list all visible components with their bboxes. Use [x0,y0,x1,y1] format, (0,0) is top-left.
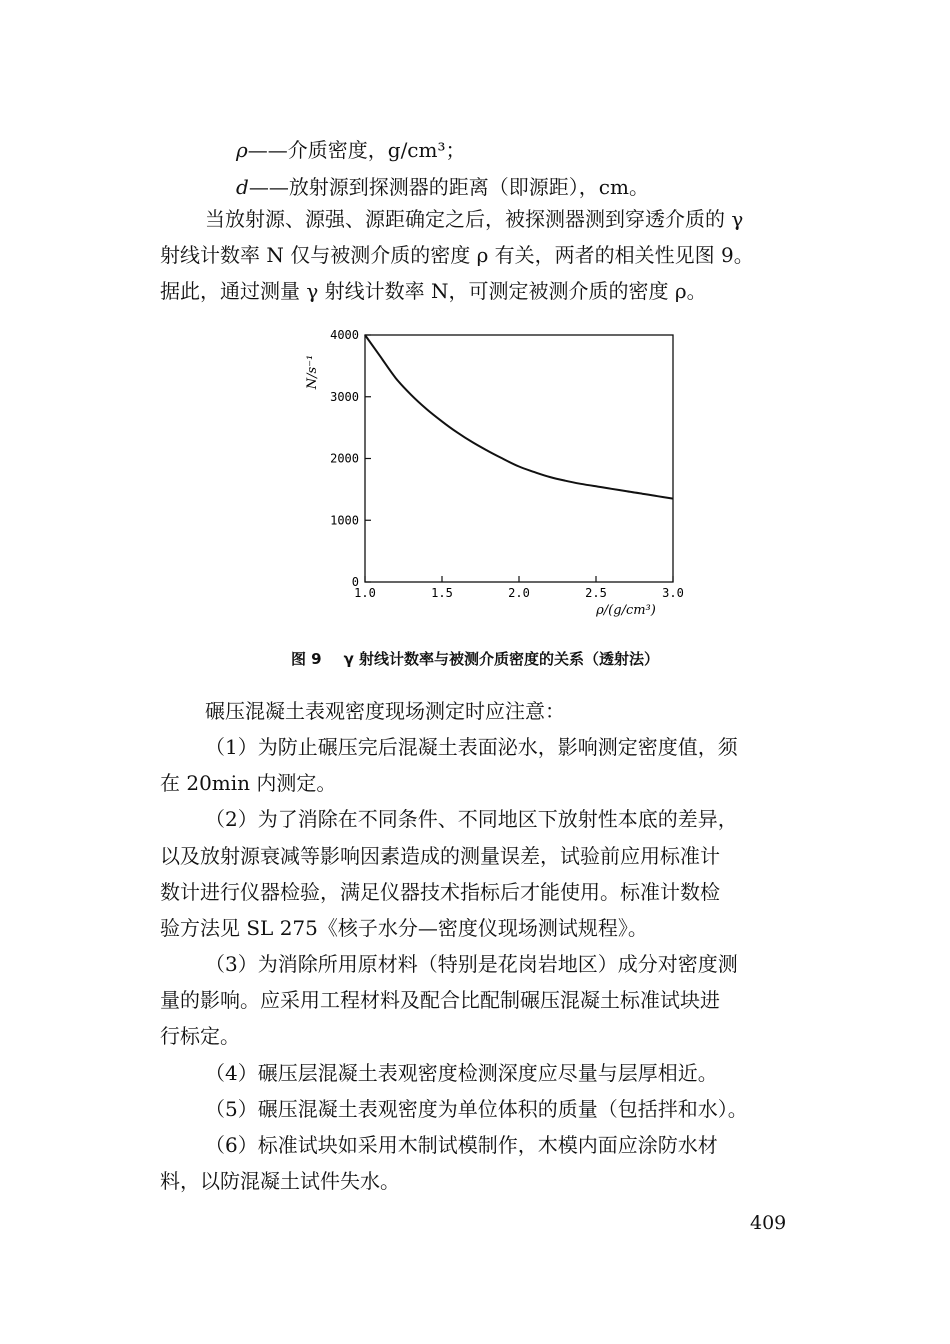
notes-heading: 碾压混凝土表观密度现场测定时应注意： [205,699,565,723]
plot-frame [365,335,673,582]
page-number: 409 [750,1212,787,1234]
note-3-line-3: 行标定。 [160,1024,240,1048]
y-tick-label: 1000 [330,513,359,528]
figure-caption [0,648,950,669]
x-tick-label: 2.0 [508,586,530,600]
note-3-line-1: （3）为消除所用原材料（特别是花岗岩地区）成分对密度测 [205,952,738,976]
x-axis-ticks [351,575,684,600]
y-tick-label: 2000 [330,451,359,466]
note-6-line-1: （6）标准试块如采用木制试模制作，木模内面应涂防水材 [205,1133,718,1157]
figure-number: 图 9 [290,650,322,668]
intro-line-2: 射线计数率 N 仅与被测介质的密度 ρ 有关，两者的相关性见图 9。 [160,243,754,267]
note-1-line-2: 在 20min 内测定。 [160,771,337,795]
note-2-line-1: （2）为了消除在不同条件、不同地区下放射性本底的差异， [205,807,738,831]
note-5: （5）碾压混凝土表观密度为单位体积的质量（包括拌和水）。 [205,1097,748,1121]
note-3-line-2: 量的影响。应采用工程材料及配合比配制碾压混凝土标准试块进 [160,988,720,1012]
x-tick-label: 3.0 [662,586,684,600]
note-1-line-1: （1）为防止碾压完后混凝土表面泌水，影响测定密度值，须 [205,735,738,759]
y-tick-label: 0 [351,575,359,589]
note-2-line-4: 验方法见 SL 275《核子水分—密度仪现场测试规程》。 [160,916,648,940]
y-tick-label: 3000 [330,389,359,404]
x-tick-label: 2.5 [585,586,607,600]
x-tick-label: 1.5 [431,586,453,600]
note-4: （4）碾压层混凝土表观密度检测深度应尽量与层厚相近。 [205,1061,718,1085]
definition-density: ρ——介质密度，g/cm³； [236,138,466,162]
series-line-N [365,335,673,499]
x-tick-label: 1.0 [354,586,376,600]
x-axis-label: ρ/(g/cm³) [596,603,656,618]
density-count-rate-chart [300,322,720,622]
figure-caption-text: γ 射线计数率与被测介质密度的关系（透射法） [343,650,660,668]
note-6-line-2: 料，以防混凝土试件失水。 [160,1169,400,1193]
y-axis-label: N/s⁻¹ [305,354,320,390]
definition-distance: d——放射源到探测器的距离（即源距），cm。 [236,175,649,199]
intro-line-1: 当放射源、源强、源距确定之后，被探测器测到穿透介质的 γ [205,207,744,231]
note-2-line-2: 以及放射源衰减等影响因素造成的测量误差，试验前应用标准计 [160,844,720,868]
y-tick-label: 4000 [330,328,359,342]
note-2-line-3: 数计进行仪器检验，满足仪器技术指标后才能使用。标准计数检 [160,880,720,904]
intro-line-3: 据此，通过测量 γ 射线计数率 N，可测定被测介质的密度 ρ。 [160,279,707,303]
